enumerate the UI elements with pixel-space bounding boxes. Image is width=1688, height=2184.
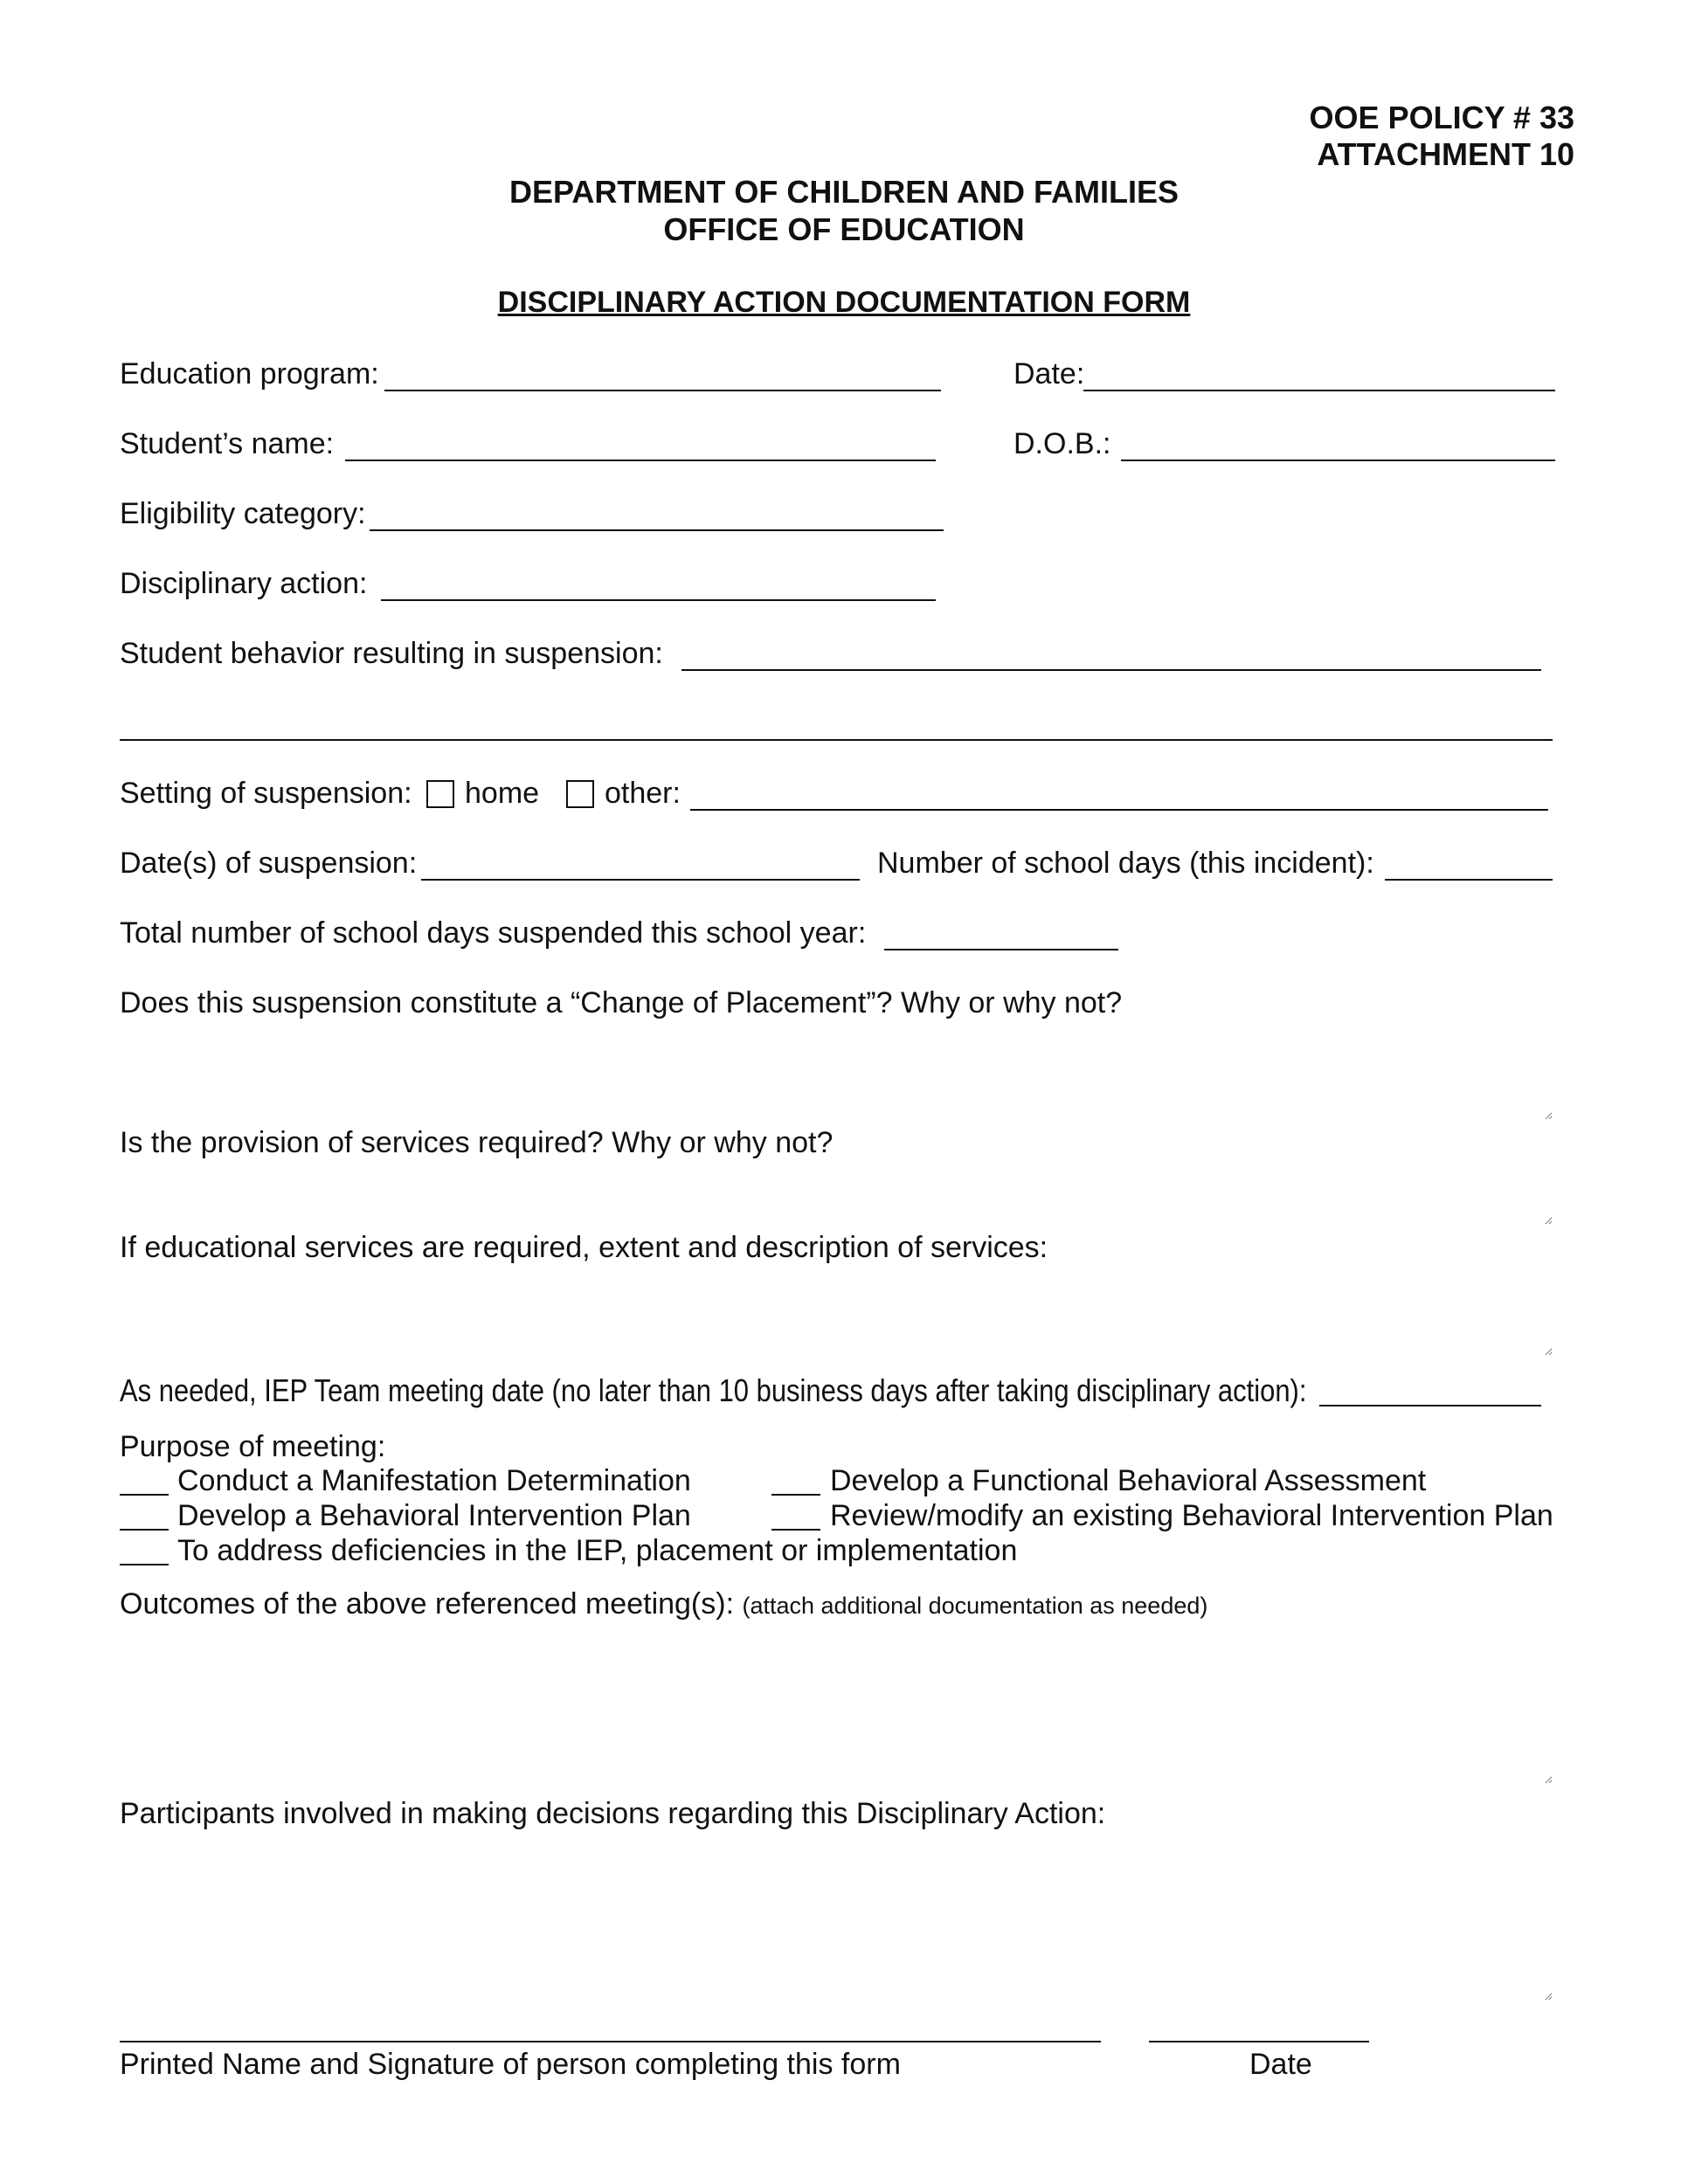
- purpose-option: Review/modify an existing Behavioral Intervention Plan: [830, 1499, 1553, 1532]
- total-days-label: Total number of school days suspended this school year:: [120, 916, 867, 950]
- provision-question: Is the provision of services required? Why or why not?: [120, 1126, 834, 1159]
- outcomes-answer[interactable]: [120, 1627, 1553, 1784]
- change-placement-answer[interactable]: [120, 1024, 1553, 1120]
- student-name-field[interactable]: [345, 428, 936, 461]
- dob-field[interactable]: [1121, 428, 1555, 461]
- education-program-field[interactable]: [384, 358, 941, 391]
- purpose-check-blank[interactable]: [771, 1462, 820, 1496]
- dates-suspension-label: Date(s) of suspension:: [120, 847, 418, 880]
- purpose-option: To address deficiencies in the IEP, placement or implementation: [177, 1534, 1018, 1567]
- extent-question: If educational services are required, extent and description of services:: [120, 1231, 1048, 1264]
- outcomes-note: (attach additional documentation as needed): [742, 1593, 1208, 1619]
- attachment-number: ATTACHMENT 10: [1317, 136, 1574, 172]
- date-field[interactable]: [1083, 358, 1555, 391]
- provision-answer[interactable]: [120, 1164, 1553, 1225]
- department-title: DEPARTMENT OF CHILDREN AND FAMILIES: [509, 174, 1179, 210]
- purpose-label: Purpose of meeting:: [120, 1430, 386, 1463]
- other-label: other:: [605, 777, 681, 810]
- purpose-check-blank[interactable]: [120, 1532, 169, 1565]
- outcomes-label: [120, 1586, 1207, 1623]
- purpose-option: Develop a Functional Behavioral Assessment: [830, 1464, 1427, 1497]
- signature-date-field[interactable]: [1149, 2009, 1369, 2042]
- form-title: DISCIPLINARY ACTION DOCUMENTATION FORM: [497, 286, 1191, 319]
- iep-meeting-label: As needed, IEP Team meeting date (no later than 10 business days after taking disciplinary action):: [120, 1372, 1307, 1408]
- student-name-label: Student’s name:: [120, 427, 335, 460]
- setting-label: Setting of suspension:: [120, 777, 412, 810]
- behavior-field[interactable]: [681, 638, 1541, 671]
- num-days-field[interactable]: [1385, 847, 1553, 881]
- iep-meeting-date-field[interactable]: [1319, 1377, 1541, 1406]
- purpose-check-blank[interactable]: [771, 1497, 820, 1531]
- other-setting-field[interactable]: [690, 778, 1548, 811]
- home-checkbox[interactable]: [426, 780, 454, 808]
- participants-answer[interactable]: [120, 1835, 1553, 2001]
- behavior-field-line-2[interactable]: [120, 708, 1553, 741]
- purpose-check-blank[interactable]: [120, 1497, 169, 1531]
- date-label: Date:: [1013, 357, 1085, 390]
- signature-field[interactable]: [120, 2009, 1101, 2042]
- purpose-option: Develop a Behavioral Intervention Plan: [177, 1499, 691, 1532]
- disciplinary-action-field[interactable]: [381, 568, 936, 601]
- signature-date-label: Date: [1249, 2048, 1312, 2081]
- office-title: OFFICE OF EDUCATION: [663, 211, 1025, 247]
- behavior-label: Student behavior resulting in suspension:: [120, 637, 663, 670]
- education-program-label: Education program:: [120, 357, 379, 390]
- other-checkbox[interactable]: [566, 780, 594, 808]
- purpose-check-blank[interactable]: [120, 1462, 169, 1496]
- purpose-option: Conduct a Manifestation Determination: [177, 1464, 691, 1497]
- eligibility-field[interactable]: [370, 498, 944, 531]
- dates-suspension-field[interactable]: [421, 847, 860, 881]
- extent-answer[interactable]: [120, 1268, 1553, 1356]
- signature-label: Printed Name and Signature of person completing this form: [120, 2048, 901, 2081]
- dob-label: D.O.B.:: [1013, 427, 1111, 460]
- change-placement-question: Does this suspension constitute a “Change of Placement”? Why or why not?: [120, 986, 1123, 1019]
- participants-label: Participants involved in making decisions regarding this Disciplinary Action:: [120, 1797, 1106, 1830]
- total-days-field[interactable]: [884, 917, 1118, 950]
- outcomes-label-text: Outcomes of the above referenced meeting(s):: [120, 1587, 735, 1621]
- eligibility-label: Eligibility category:: [120, 497, 366, 530]
- num-days-label: Number of school days (this incident):: [877, 847, 1374, 880]
- home-label: home: [465, 777, 540, 810]
- policy-number: OOE POLICY # 33: [1309, 100, 1574, 135]
- disciplinary-action-label: Disciplinary action:: [120, 567, 368, 600]
